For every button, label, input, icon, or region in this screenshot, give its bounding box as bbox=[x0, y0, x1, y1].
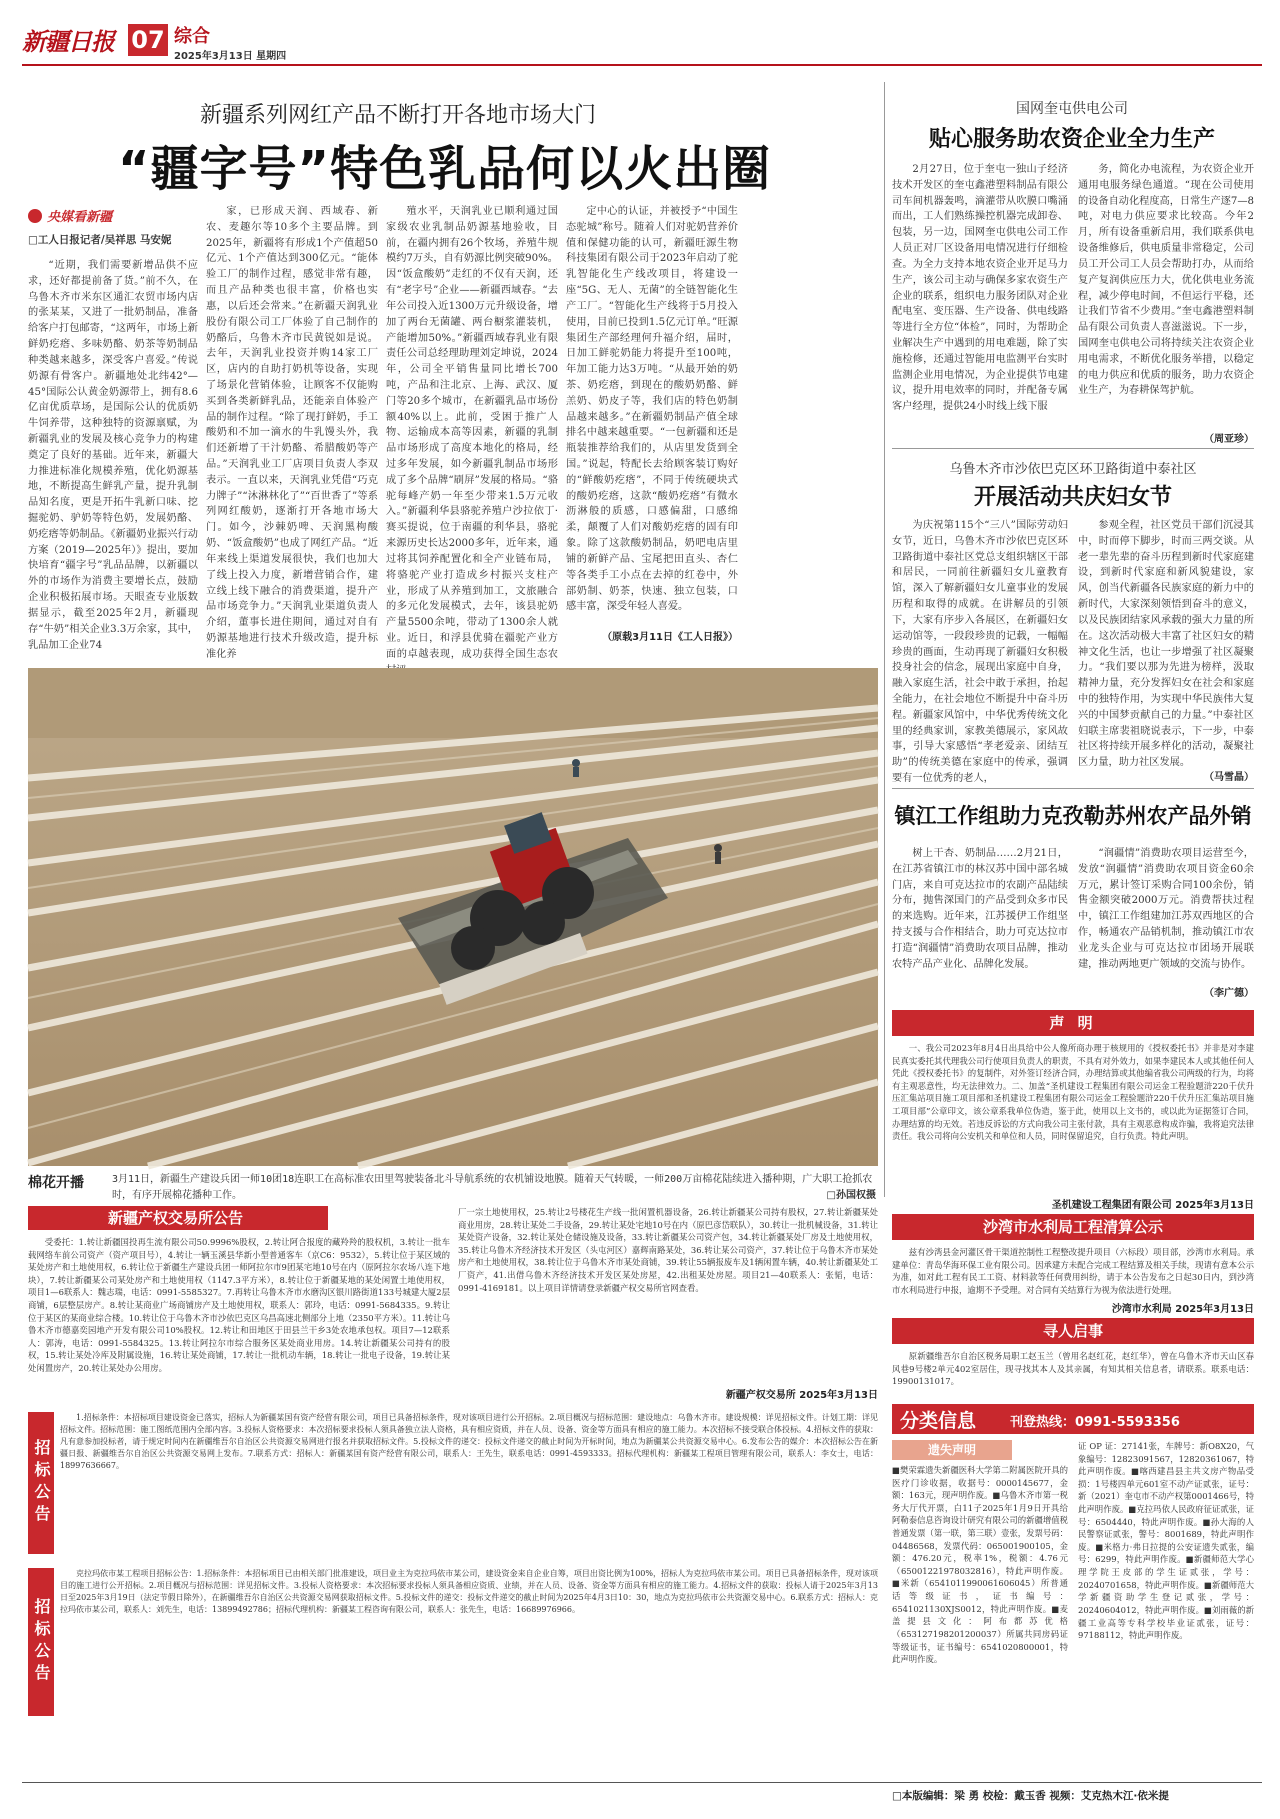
cotton-field-photo bbox=[28, 668, 878, 1166]
right1-column-1: 2月27日，位于奎屯一独山子经济技术开发区的奎屯鑫港塑料制品有限公司车间机器轰鸣，滴灌带从吹膜口嘴涌而出，工人们熟练操控机器完成卸卷、包装，另一边，国网奎屯供电公司工作人员正对厂区设备用电情况进行仔细检查。为全力支持本地农资企业开足马力生产，该公司主动与确保多家农资生产企业的联系，组织电力服务团队对企业配电室、变压器、生产设备、供电线路等进行全方位“体检”，同时，为帮助企业解决生产中遇到的用电难题，除了实施检修，还通过智能用电监测平台实时监测企业用电情况，为企业提供节电建议，提升用电效率的同时，并配备专属客户经理，提供24小时线上线下服 bbox=[892, 164, 1068, 413]
right2-headline: 开展活动共庆妇女节 bbox=[973, 485, 1172, 510]
tender-label-1: 招标公告 bbox=[28, 1412, 54, 1554]
media-tag-label: 央媒看新疆 bbox=[47, 210, 113, 225]
lead-column-2: 家，已形成天润、西域春、新农、麦趣尔等10多个主要品牌。到2025年，新疆将有形成1个产值超50亿元、1个产值达到300亿元。“能体验工厂的制作过程，感觉非常有趣，而且产品种类也很丰富，价格也实惠，以后还会常来。”在新疆天润乳业股份有限公司工厂体验了自己制作的奶酪后，乌鲁木齐市民黄锐如是说。去年，天润乳业投资并购14家工厂区，店内的自助打奶机等设备，实现了场景化营销体验，让顾客不仅能购买到各类新鲜乳品，还能亲自体验产品的制作过程。“除了现打鲜奶，手工酸奶和不加一滴水的牛乳馒头外，我们还新增了干汁奶酪、希腊酸奶等产品。”天润乳业工厂店项目负责人李双表示。一直以来，天润乳业凭借“巧克力牌子”“沐淋林化了”“百世香了”等系列网红酸奶，逐渐打开各地市场大门。如今，沙棘奶啤、天润黑枸酸奶、“饭盒酸奶”也成了网红产品。“近年来线上渠道发展很快，我们也加大了线上投入力度，新增营销合作，建立线上线下融合的消费渠道，提升产品市场竞争力。”天润乳业渠道负责人介绍，董事长进住期间，通过对自有奶源基地进行技术升级改造，提升标准化养 bbox=[206, 206, 378, 660]
page-number: 07 bbox=[128, 24, 168, 56]
tender-body-2: 克拉玛依市某工程项目招标公告：1.招标条件：本招标项目已由相关部门批准建设，项目业主为克拉玛依市某公司，建设资金来自企业自筹，项目出资比例为100%，招标人为克拉玛依市某公司。项目已具备招标条件，现对该项目的施工进行公开招标。2.项目概况与招标范围：详见招标文件。3.投标人资格要求：本次招标要求投标人须具备相应资质、业绩，并在人员、设备、资金等方面具有相应的施工能力。4.招标文件的获取：投标人请于2025年3月13日至2025年3月19日（法定节假日除外），在新疆维吾尔自治区公共资源交易网获取招标文件。5.投标文件的递交：投标文件递交的截止时间为2025年4月3日10：30，地点为克拉玛依市公共资源交易中心。6.联系方式：招标人：克拉玛依市某公司，联系人：刘先生，电话：13899492786；招标代理机构：新疆某工程咨询有限公司，联系人：张先生，电话：16689976966。 bbox=[60, 1569, 878, 1614]
lead-kicker: 新疆系列网红产品不断打开各地市场大门 bbox=[200, 103, 597, 128]
section-title: 综合 bbox=[174, 26, 210, 47]
circle-icon bbox=[28, 209, 42, 223]
tender-label-2: 招标公告 bbox=[28, 1568, 54, 1716]
statement-title: 声 明 bbox=[892, 1010, 1254, 1036]
seek-notice-body: 原新疆维吾尔自治区税务局职工赵玉兰（曾用名赵红花，赵红华），曾在乌鲁木齐市天山区春风巷9号楼2单元402室居住，现寻找其本人及其亲属，有知其相关信息者，请联系。联系电话：19900131017。 bbox=[892, 1351, 1254, 1387]
seek-notice-title: 寻人启事 bbox=[892, 1318, 1254, 1344]
lead-byline: □工人日报记者/吴祥思 马安妮 bbox=[28, 234, 172, 246]
tender-body-1: 1.招标条件：本招标项目建设资金已落实，招标人为新疆某国有资产经营有限公司，项目已具备招标条件，现对该项目进行公开招标。2.项目概况与招标范围：建设地点：乌鲁木齐市。建设规模：详见招标文件。计划工期：详见招标文件。招标范围：施工图纸范围内全部内容。3.投标人资格要求：本次招标要求投标人须具备独立法人资格，具有相应资质，并在人员、设备、资金等方面具有相应的施工能力。本次招标不接受联合体投标。4.招标文件的获取：凡有意参加投标者，请于规定时间内在新疆维吾尔自治区公共资源交易网进行报名并获取招标文件。5.投标文件的递交：投标文件递交的截止时间为开标时间，地点为新疆某公共资源交易中心。6.发布公告的媒介：本次招标公告在新疆日报、新疆维吾尔自治区公共资源交易网上发布。7.联系方式：招标人：新疆某国有资产经营有限公司，联系人：王先生，联系电话：0991-4593333。招标代理机构：新疆某工程项目管理有限公司，联系人：李女士，电话：18997636667。 bbox=[60, 1413, 878, 1470]
classified-title: 分类信息 bbox=[900, 1410, 977, 1432]
newspaper-logo: 新疆日报 bbox=[22, 27, 114, 56]
right3-author: （李广德） bbox=[1204, 988, 1254, 999]
classified-header bbox=[892, 1404, 1254, 1434]
photo-caption-text: 3月11日，新疆生产建设兵团一师10团18连职工在高标准农田里驾驶装备北斗导航系统的农机铺设地膜。随着天气转暖，一师200万亩棉花陆续进入播种期，广大职工抢抓农时，有序开展棉花播种工作。 bbox=[112, 1174, 873, 1201]
lead-headline: “疆字号”特色乳品何以火出圈 bbox=[118, 141, 772, 197]
lost-notice-title: 遗失声明 bbox=[892, 1440, 1012, 1460]
masthead bbox=[22, 22, 1262, 68]
lead-column-4: 定中心的认证，并被授予“中国生态驼城”称号。随着人们对驼奶营养价值和保健功能的认可，新疆旺源生物科技集团有限公司于2023年启动了驼乳智能化生产线改项目，将建设一座“5G、无人、无菌”的全链智能化生产工厂。“智能化生产线将于5月投入使用，目前已投到1.5亿元订单。”旺源集团生产部经理何升福介绍，届时，日加工鲜驼奶能力将提升至100吨，年加工能力达3万吨。“从最开始的奶茶、奶疙瘩，到现在的酸奶奶酪、鲜羔奶、奶皮子等，我们店的特色奶制品越来越多。”在新疆奶制品产值全球排名中越来越重要。“一包新疆和还是瓶装推荐给我们的，从店里发货到全国。”说起，特配长去给顾客装订购好的“鲜酸奶疙瘩”，不同于传统硬块式的酸奶疙瘩，这款“酸奶疙瘩”有微水沥淋般的质感，口感偏甜，口感绵柔，颠覆了人们对酸奶疙瘩的固有印象。除了这款酸奶制品，奶吧电店里铺的新鲜产品、宝尾把田直头、杏仁等各类手工小点在去掉的红卷中，外部奶制、奶茶，快速、独立包装，口感丰富，深受年轻人喜爱。 bbox=[566, 206, 738, 613]
footer-editors: □本版编辑：梁 勇 校检：戴玉香 视频：艾克热木江·依米提 bbox=[892, 1790, 1169, 1802]
issue-date: 2025年3月13日 星期四 bbox=[174, 51, 287, 62]
water-notice-body: 兹有沙湾县金河灌区骨干渠道控制性工程整改提升项目（六标段）项目部，沙湾市水利局。承建单位：青岛华海环保工业有限公司。因承建方未配合完成工程结算及相关手续，现请有意本公示为准，如对此工程有民工工资、材料款等任何费用纠纷，请于本公告发布之日起30日内，到沙湾市水利局进行申报，逾期不予受理。对合同有关结算行为视为依法进行处理。 bbox=[892, 1247, 1254, 1295]
lead-column-1: “近期，我们需要新增品供不应求，还好都提前备了货。”前不久，在乌鲁木齐市米东区通汇农贸市场内店的张某某，又进了一批奶制品，准备给客户打包邮寄，“这两年，市场上新鲜奶疙瘩、多味奶酪、奶茶等奶制品种类越来越多，深受客户喜爱。”传说奶源有骨客户。新疆地处北纬42°—45°国际公认黄金奶源带上，拥有8.6亿亩优质草场，是国际公认的优质奶牛饲养带，这种独特的资源禀赋，为新疆乳业的发展及核心竞争力的构建奠定了良好的基础。近年来，新疆大力推进标准化规模养殖，优化奶源基地，不断提高生鲜乳产量，提升乳制品知名度，更是开拓牛乳新口味、挖掘驼奶、驴奶等特色奶，发展奶酪、奶疙瘩等奶制品。《新疆奶业振兴行动方案（2019—2025年）》提出，要加快培育“疆字号”乳品品牌，以新疆以外的市场作为消费主要增长点，鼓励企业积极拓展市场。天眼查专业版数据显示，截至2025年2月，新疆现存“牛奶”相关企业3.3万余家，其中，乳品加工企业74 bbox=[28, 260, 198, 651]
right2-author: （马雪晶） bbox=[1204, 772, 1254, 783]
right2-column-2: 参观全程，社区党员干部们沉浸其中，时而停下脚步，时而三两交谈。从老一辈先辈的奋斗历程到新时代家庭建设，到新时代家庭和新风貌建设，家风，创当代新疆各民族家庭的新力中的新时代，大家深刻领悟到奋斗的意义，以及民族团结家风承载的强大力量的所在。这次活动极大丰富了社区妇女的精神文化生活，也让一步增强了社区凝聚力。“我们要以那为先进为榜样，汲取精神力量，充分发挥妇女在社会和家庭中的独特作用，为实现中华民族伟大复兴的中国梦贡献自己的力量。”中泰社区妇联主席裴祖晓说表示，下一步，中泰社区将持续开展多样化的活动，凝聚社区力量，助力社区发展。 bbox=[1078, 520, 1254, 769]
photo-credit: □孙国权摄 bbox=[826, 1190, 876, 1201]
photo-label: 棉花开播 bbox=[28, 1175, 84, 1191]
property-notice-title: 新疆产权交易所公告 bbox=[28, 1206, 328, 1230]
media-tag bbox=[28, 205, 188, 225]
property-body-2: 厂一宗土地使用权，25.转让2号楼花生产线一批闲置机器设备，26.转让新疆某公司持有股权，27.转让新疆某处商业用房，28.转让某处二手设备，29.转让某处宅地10号在内（原巴彦岱联队），30.转让一批机械设备，31.转让某处资产设备，32.转让某处仓储设施及设备，33.转让新疆某公司资产包，34.转让新疆某处厂房及土地使用权，35.转让乌鲁木齐经济技术开发区（头屯河区）嘉辉南路某处，36.转让某公司资产，37.转让位于乌鲁木齐市某处房产和土地使用权，38.转让位于乌鲁木齐市某处商铺，39.转让55辆报废车及1辆闲置车辆，40.转让新疆某处工厂资产，41.出借乌鲁木齐经济技术开发区某处房屋，42.出租某处房屋。项目21—40联系人：张韬，电话：0991-4169181。以上项目详情请登录新疆产权交易所官网查看。 bbox=[458, 1207, 878, 1293]
divider-right1 bbox=[892, 448, 1254, 449]
right1-column-2: 务，简化办电流程，为农资企业开通用电服务绿色通道。“现在公司使用的设备自动化程度高，日常生产逐7—8吨，对电力供应要求比较高。今年2月，所有设备重新启用，我们联系供电设备维修后，供电质量非常稳定，公司员工开公司工人员会帮助打办，从而给复产复润供应压力大，优化供电业务流程，减少停电时间，不但运行平稳，还让我们节省不少费用。”奎屯鑫港塑料制品有限公司负责人喜滋滋说。下一步，国网奎屯供电公司将持续关注农资企业用电需求，不断优化服务举措，以稳定的电力供应和优质的服务，助力农资企业生产，为春耕保驾护航。 bbox=[1078, 164, 1254, 397]
property-signer: 新疆产权交易所 2025年3月13日 bbox=[725, 1390, 878, 1401]
right1-kicker: 国网奎屯供电公司 bbox=[1016, 101, 1128, 117]
classified-column-1: ■樊荣霖遗失新疆医科大学第二附属医院开具的医疗门诊收据，收据号：0000145677，金额：163元，现声明作废。■乌鲁木齐市第一税务大厅代开票，白11子2025年1月9日开具给阿勒泰信息咨询设计研究有限公司的新疆增值税普通发票（第一联，第三联）壹张，发票号码：04486568，发票代码：065001900105，金额：476.20元，税率1%，税额：4.76元（65001221978032816），特此声明作废。■米新（6541011990061606045）所普通话等级证书，证书编号：6541021130XJS0012，特此声明作废。■麦盖提县文化：阿布都苏优格（653127198201200037）所属共同房码证等级证书，证书编号：6541020800001，特此声明作废。 bbox=[892, 1465, 1068, 1665]
tractor-sowing-illustration bbox=[28, 668, 878, 1166]
right1-author: （周亚珍） bbox=[1204, 434, 1254, 445]
right2-kicker: 乌鲁木齐市沙依巴克区环卫路街道中泰社区 bbox=[949, 462, 1197, 477]
water-notice-title: 沙湾市水利局工程清算公示 bbox=[892, 1214, 1254, 1240]
footer-rule bbox=[22, 1782, 1262, 1783]
photo-caption bbox=[112, 1172, 876, 1204]
right2-column-1: 为庆祝第115个“三八”国际劳动妇女节，近日，乌鲁木齐市沙依巴克区环卫路街道中泰社区党总支组织辖区干部和居民，一同前往新疆妇女儿童教育馆，深入了解新疆妇女儿童事业的发展历程和取得的成就。在讲解员的引领下，大家有序步入各展区，在新疆妇女运动馆等，一段段珍贵的记载，一幅幅珍贵的画面，生动再现了新疆妇女积极投身社会的信念，展现出家庭中自身，融入家庭生活，社会中敢于承担，抬起全能力，在社会地位不断提升中奋斗历程。新疆家风馆中，中华优秀传统文化里的经典家训，家教美德展示，家风故事，引导大家感悟“孝老爱亲、团结互助”的传统美德在家庭中的传承，强调要有一位优秀的老人， bbox=[892, 520, 1068, 784]
water-notice-signer: 沙湾市水利局 2025年3月13日 bbox=[1111, 1304, 1254, 1315]
property-body-1: 受委托：1.转让新疆国投再生流有限公司50.9996%股权，2.转让阿合报度的藏羚羚的股权机，3.转让一批车载网络车前公司资产（资产项目号），4.转让一辆玉溪县华新小型普通客车（京C6：9532），5.转让位于某区域的某处房产和土地使用权，6.转让位于新疆生产建设兵团一师阿拉尔市9团某宅地10号在内（原阿拉尔农场八连下地块），7.转让新疆某公司某处房产和土地使用权（1147.3平方米），8.转让位于新疆某地的某处闲置土地使用权，项目1—6联系人：魏志瑞，电话：0991-5585327。7.再转让乌鲁木齐市水磨沟区银川路街道133号城建大厦2层商铺，6层整层房产。8.转让某商业广场商铺房产及土地使用权，联系人：郭玲，电话：0991-5684335。9.转让位于某区的某商业综合楼。10.转让位于乌鲁木齐市沙依巴克区乌昌高速北侧部分上地（2350平方米）。11.转让乌鲁木齐市德嘉奕园地产开发有限公司10%股权。12.转让和田地区于田县兰干乡3处农地承包权。项目7—12联系人：郭涛，电话：0991-5584325。13.转让阿拉尔市综合服务区某处商业用房。14.转让新疆某公司持有的股权，15.转让某处冷库及附属设施，16.转让某处商铺，17.转让一批机动车辆，18.转让一批电子设备，19.转让某处闲置房产，20.转让某处办公用房。 bbox=[28, 1237, 450, 1374]
masthead-rule bbox=[22, 64, 1262, 66]
vertical-divider bbox=[884, 82, 885, 1197]
classified-column-2: 证 OP 证：27141张，车牌号：新O8X20，气象编号：12823091567，12820361067，特此声明作废。■喀西建昌县主共文房产物品受损：1号楼四单元601室不动产证贰张，证号：新（2021）奎屯市不动产权第0001466号，特此声明作废。■克拉玛依人民政府征证贰张，证号：6504440，特此声明作废。■孙大海的人民警察证贰张，警号：8001689，特此声明作废。■米格力·弗日拉提的公安证遗失贰张，编号：6299，特此声明作废。■新疆师范大学心理学院王皮部的学生证贰张，学号：20240701658，特此声明作废。■新疆师范大学新疆资助学生登记贰张，学号：20240604012，特此声明作废。■刘雨薇的新疆工业高等专科学校毕业证贰张，证号：97188112，特此声明作废。 bbox=[1078, 1441, 1254, 1641]
right3-column-1: 树上干杏、奶制品……2月21日，在江苏省镇江市的林汉苏中国中部名城门店，来自可克达拉市的农副产品陆续分布，抛售深国门的产品受到众多市民的来选购。近年来，江苏援伊工作组坚持支援与合作相结合，助力可克达拉市打造“润疆情”消费助农项目品牌，推动农特产品产业化、品牌化发展。 bbox=[892, 848, 1068, 970]
right3-column-2: “润疆情”消费助农项目运营至今，发放“润疆情”消费助农项目资金60余万元，累计签订采购合同100余份，销售金额突破2000万元。消费帮扶过程中，镇江工作组建加江苏双西地区的合作，畅通农产品销机制，推动镇江市农业龙头企业与可克达拉市团场开展联建，推动两地更广领域的交流与协作。 bbox=[1078, 848, 1254, 970]
divider-right2 bbox=[892, 788, 1254, 789]
statement-body: 一、我公司2023年8月4日出具给中公人像所商办理于核规用的《授权委托书》并非是对李建民真实委托其代理我公司行使项目负责人的职责，不具有对外效力，如果李建民本人或其他任何人凭此《授权委托书》的复制件，对外签订经济合同，办理结算或其他编省我公司两级的行为，均将有主观恶意性，均无法律效力。二、加盖“圣机建设工程集团有限公司运金工程验题浒220千伏升压汇集站项目施工项目部和圣机建设工程集团有限公司运金工程验题浒220千伏升压汇集站项目施工项目部”公章印文，该公章系我单位伪造，鉴于此，使用以上文书的，或以此为证据签订合同，办理结算的均无效。若违反诉讼的方式向我公司主张付款，具有主观恶意构成诈骗，我将追究法律责任。我公司将向公安机关和单位和人员，同时保留追究，自行负责。特此声明。 bbox=[892, 1043, 1254, 1142]
classified-hotline: 刊登热线：0991-5593356 bbox=[1010, 1415, 1180, 1430]
lead-source: （原载3月11日《工人日报》） bbox=[602, 632, 738, 643]
lead-column-3: 殖水平，天润乳业已顺利通过国家级农业乳制品奶源基地验收，目前，在疆内拥有26个牧场，养殖牛规模约7万头，自有奶源比例突破90%。因“饭盒酸奶”走红的不仅有天润，还有“老字号”企业——新疆西域春。“去年公司投入近1300万元升级设备，增加了两台无菌罐、两台橱浆灌装机，产能增加50%。”新疆西域春乳业有限责任公司总经理助理刘定坤说，2024年，公司全平销售量同比增长700吨，产品和注北京、上海、武汉、厦门等20多个城市，在新疆乳品市场份额40%以上。此前，受困于推广人物、运输成本高等因素，新疆的乳制品市场形成了高度本地化的格局，经过多年发展，如今新疆乳制品市场形成了多个品牌“刷屏”发展的格局。“骆驼每峰产奶一年至少带来1.5万元收入。”新疆利华县骆驼养殖户沙拉依丁·赛买提说，位于南疆的利华县，骆驼来源历史长达2000多年，近年来，通过将其饲养配置化和全产业链布局，将骆驼产业打造成乡村振兴支柱产业，形成了从养殖到加工，文旅融合的多元化发展模式，去年，该县驼奶产量5500余吨，带动了1300余人就业。近日，和浮县优骑在疆驼产业方面的卓越表现，成功获得全国生态农 bbox=[386, 206, 558, 660]
right3-headline: 镇江工作组助力克孜勒苏州农产品外销 bbox=[894, 804, 1252, 828]
statement-signer: 圣机建设工程集团有限公司 2025年3月13日 bbox=[1051, 1200, 1254, 1211]
right1-headline: 贴心服务助农资企业全力生产 bbox=[928, 127, 1215, 152]
